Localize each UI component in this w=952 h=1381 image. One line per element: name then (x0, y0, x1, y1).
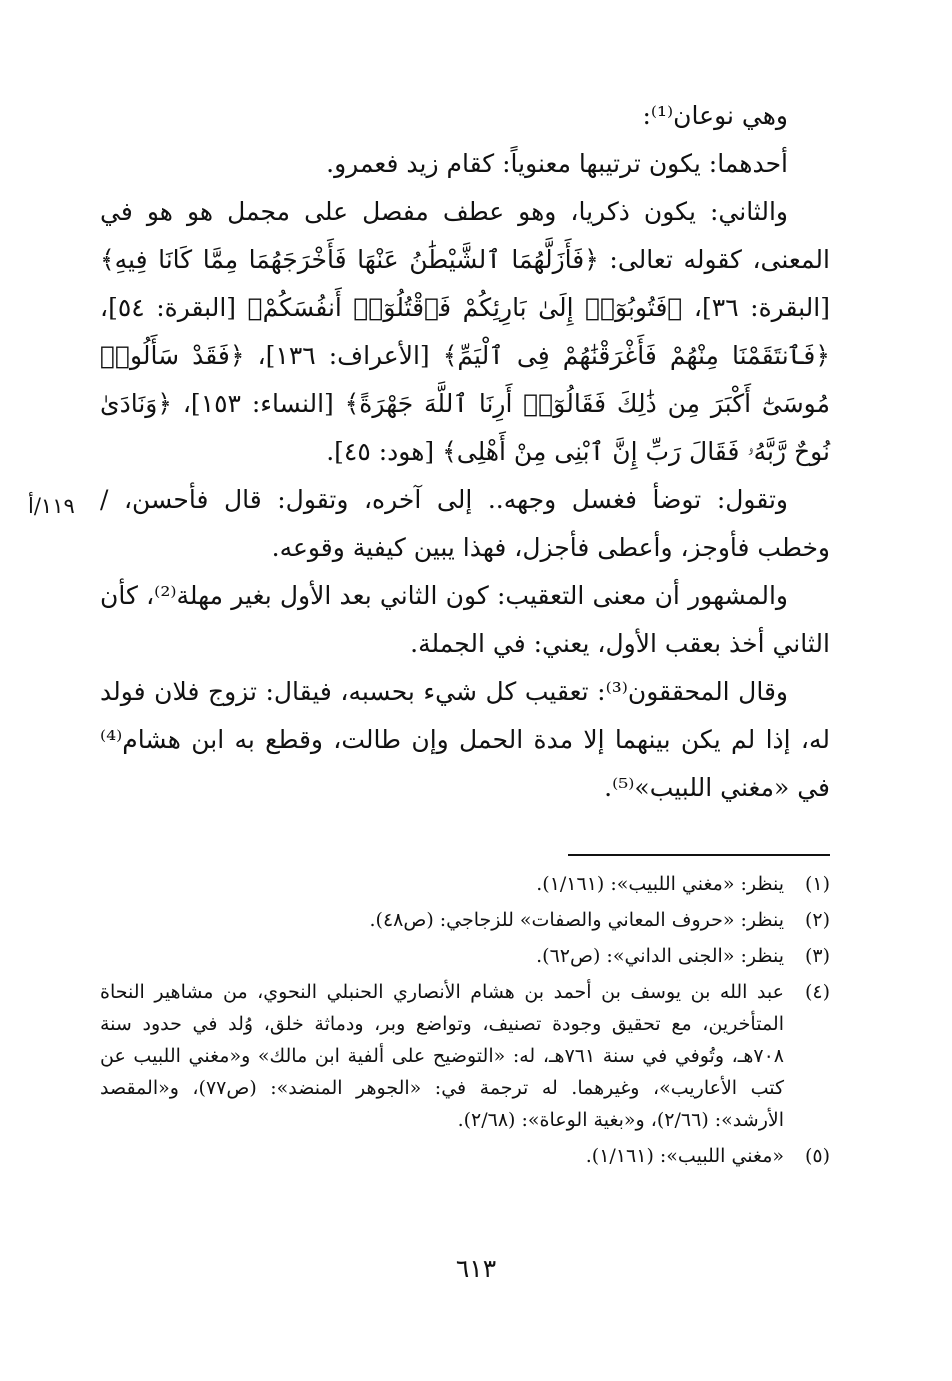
paragraph-5: والمشهور أن معنى التعقيب: كون الثاني بعد الأول بغير مهلة⁽²⁾، كأن الثاني أخذ بعقب الأول، يعني: في الجملة. (100, 581, 830, 658)
manuscript-folio-note: ١١٩/أ (28, 494, 75, 518)
footnote-number: (٣) (804, 945, 830, 967)
paragraph-1: وهي نوعان⁽¹⁾: (642, 101, 788, 130)
paragraph-4: وتقول: توضأ فغسل وجهه.. إلى آخره، وتقول: قال فأحسن، / وخطب فأوجز، وأعطى فأجزل، فهذا يبين كيفية وقوعه. (100, 485, 830, 562)
footnote-text: ينظر: «حروف المعاني والصفات» للزجاجي: (ص٤٨). (369, 909, 784, 931)
footnote-separator (568, 854, 830, 856)
footnote-1 (100, 868, 830, 900)
footnote-text: ينظر: «الجنى الداني»: (ص٦٢). (536, 945, 784, 967)
paragraph-2: أحدهما: يكون ترتيبها معنوياً: كقام زيد فعمرو. (326, 149, 788, 178)
footnote-number: (٥) (804, 1145, 830, 1167)
footnote-5 (100, 1140, 830, 1172)
footnote-text: «مغني اللبيب»: (١/١٦١). (585, 1145, 784, 1167)
main-text (100, 92, 830, 812)
page (100, 92, 830, 1292)
footnote-number: (٤) (804, 981, 830, 1003)
footnote-text: عبد الله بن يوسف بن أحمد بن هشام الأنصاري الحنبلي النحوي، من مشاهير النحاة المتأخرين، مع تحقيق وجودة تصنيف، وتواضع وبر، ودماثة خلق، وُلد في حدود سنة ٧٠٨هـ، وتُوفي في سنة ٧٦١هـ، له: «التوضيح على ألفية ابن مالك» و«مغني اللبيب عن كتب الأعاريب»، وغيرهما. له ترجمة في: «الجوهر المنضد»: (ص٧٧)، و«المقصد الأرشد»: (٢/٦٦)، و«بغية الوعاة»: (٢/٦٨). (100, 981, 785, 1131)
footnote-2 (100, 904, 830, 936)
footnotes (100, 868, 830, 1176)
footnote-text: ينظر: «مغني اللبيب»: (١/١٦١). (536, 873, 784, 895)
footnote-number: (١) (804, 873, 830, 895)
paragraph-6: وقال المحققون⁽³⁾: تعقيب كل شيء بحسبه، فيقال: تزوج فلان فولد له، إذا لم يكن بينهما إلا مدة الحمل وإن طالت، وقطع به ابن هشام⁽⁴⁾ في «مغني اللبيب»⁽⁵⁾. (100, 677, 830, 802)
footnote-number: (٢) (804, 909, 830, 931)
footnote-3 (100, 940, 830, 972)
paragraph-3: والثاني: يكون ذكريا، وهو عطف مفصل على مجمل هو هو في المعنى، كقوله تعالى: ﴿فَأَزَلَّهُمَا ٱلشَّيْطَٰنُ عَنْهَا فَأَخْرَجَهُمَا مِمَّا كَانَا فِيهِ﴾ [البقرة: ٣٦]، ﴿فَتُوبُوٓا۟ إِلَىٰ بَارِئِكُمْ فَٱقْتُلُوٓا۟ أَنفُسَكُمْ﴾ [البقرة: ٥٤]، ﴿فَٱنتَقَمْنَا مِنْهُمْ فَأَغْرَقْنَٰهُمْ فِى ٱلْيَمِّ﴾ [الأعراف: ١٣٦]، ﴿فَقَدْ سَأَلُوا۟ مُوسَىٰٓ أَكْبَرَ مِن ذَٰلِكَ فَقَالُوٓا۟ أَرِنَا ٱللَّهَ جَهْرَةً﴾ [النساء: ١٥٣]، ﴿وَنَادَىٰ نُوحٌ رَّبَّهُۥ فَقَالَ رَبِّ إِنَّ ٱبْنِى مِنْ أَهْلِى﴾ [هود: ٤٥]. (100, 197, 831, 466)
page-number: ٦١٣ (455, 1254, 497, 1283)
footnote-4 (100, 976, 830, 1136)
